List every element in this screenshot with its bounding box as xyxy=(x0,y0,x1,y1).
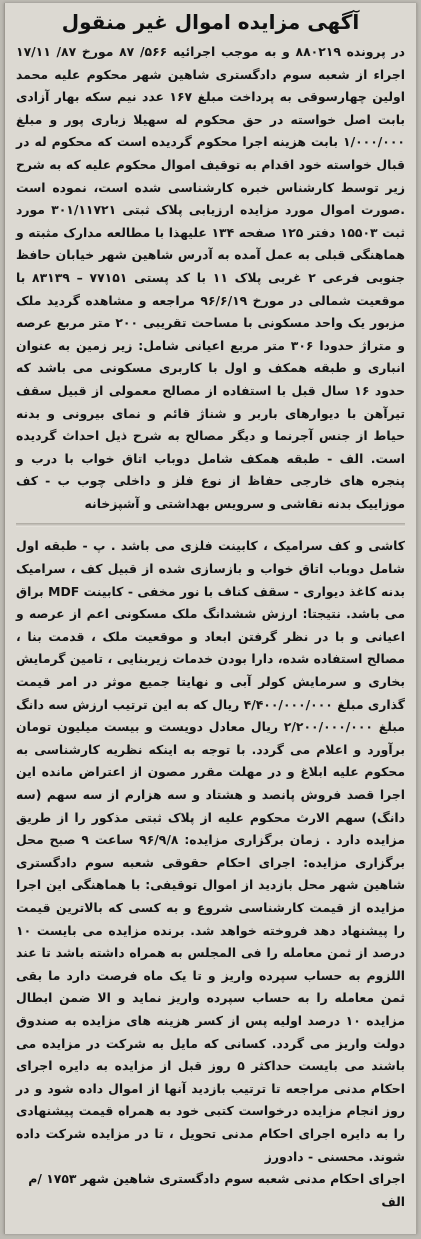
notice-signature: اجرای احکام مدنی شعبه سوم دادگستری شاهین شهر ۱۷۵۳ /م الف xyxy=(28,1171,405,1209)
notice-paragraph-2: کاشی و کف سرامیک ، کابینت فلزی می باشد . پ - طبقه اول شامل دوباب اتاق خواب و بازسازی شده از قبیل کف ، سرامیک بدنه کاغذ دیواری - سقف کناف با نور مخفی - کابینت MDF براق می باشد. نتیجتا: ارزش ششدانگ ملک مسکونی اعم از عرصه و اعیانی و با در نظر گرفتن ابعاد و موقعیت ملک ، قدمت بنا ، مصالح استفاده شده، دارا بودن خدمات زیربنایی ، تامین گرمایش بخاری و سرمایش کولر آبی و نهایتا جمیع موثر در امر قیمت گذاری مبلغ ۴/۴۰۰/۰۰۰/۰۰۰ ریال که به این ترتیب ارزش سه دانگ مبلغ ۲/۲۰۰/۰۰۰/۰۰۰ ریال معادل دویست و بیست میلیون تومان برآورد و اعلام می گردد. با توجه به اینکه نظریه کارشناسی به محکوم علیه ابلاغ و در مهلت مقرر مصون از اعتراض مانده این اجرا قصد فروش پانصد و هشتاد و سه هزارم از سه سهم (سه دانگ) سهم الارث محکوم علیه از پلاک ثبتی مذکور را از طریق مزایده دارد . زمان برگزاری مزایده: ۹۶/۹/۸ ساعت ۹ صبح محل برگزاری مزایده: اجرای احکام حقوقی شعبه سوم دادگستری شاهین شهر محل بازدید از اموال توقیفی: با هماهنگی این اجرا مزایده از قیمت کارشناسی شروع و به کسی که بالاترین قیمت را پیشنهاد دهد فروخته خواهد شد. برنده مزایده می بایست ۱۰ درصد از ثمن معامله را فی المجلس به همراه داشته باشد تا عند اللزوم به حساب سپرده واریز و تا یک ماه فرصت دارد ما بقی ثمن معامله را به حساب سپرده واریز نماید و الا ضمن ابطال مزایده ۱۰ درصد اولیه پس از کسر هزینه های مزایده به صندوق دولت واریز می گردد. کسانی که مایل به شرکت در مزایده می باشند می بایست حداکثر ۵ روز قبل از مزایده به دایره اجرای احکام مدنی مراجعه تا ترتیب بازدید آنها از اموال داده شود و در روز انجام مزایده درخواست کتبی خود به همراه قیمت پیشنهادی را به دایره اجرای احکام مدنی تحویل ، تا در مزایده شرکت داده شوند. محسنی - دادورز xyxy=(16,538,406,1164)
notice-paragraph-1: در پرونده ۸۸۰۲۱۹ و به موجب اجرائیه ۵۶۶/ ۸۷ مورخ ۸۷/ ۱۷/۱۱ اجراء از شعبه سوم دادگستری شاهین شهر محکوم علیه محمد اولین چهارسوقی به پرداخت مبلغ ۱۶۷ عدد نیم سکه بهار آزادی بابت اصل خواسته در حق محکوم له سهیلا زباری پور و مبلغ ۱/۰۰۰/۰۰۰ بابت هزینه اجرا محکوم گردیده است که محکوم له در قبال خواسته خود اقدام به توقیف اموال محکوم علیه که به شرح زیر توسط کارشناس خبره کارشناسی شده است، نموده است .صورت اموال مورد مزایده ارزیابی پلاک ثبتی ۳۰۱/۱۱۷۲۱ مورد ثبت ۱۵۵۰۳ دفتر ۱۲۵ صفحه ۱۳۴ علیهذا با مطالعه مدارک مثبته و هماهنگی قبلی به عمل آمده به آدرس شاهین شهر خیابان حافظ جنوبی فرعی ۲ غربی پلاک ۱۱ با کد پستی ۷۷۱۵۱ – ۸۳۱۳۹ با موقعیت شمالی در مورخ ۹۶/۶/۱۹ مراجعه و مشاهده گردید ملک مزبور یک واحد مسکونی با مساحت تقریبی ۲۰۰ متر مربع عرصه و متراژ حدودا ۳۰۶ متر مربع اعیانی شامل: زیر زمین به عنوان انباری و طبقه همکف و اول با کاربری مسکونی می باشد که حدود ۱۶ سال قبل با استفاده از مصالح معمولی از قبیل سقف تیرآهن با دیوارهای باربر و شناژ قائم و نمای بیرونی و بدنه حیاط از جنس آجرنما و دیگر مصالح به شرح ذیل احداث گردیده است. الف - طبقه همکف شامل دوباب اتاق خواب با درب و پنجره های خارجی حفاظ از نوع فلز و داخلی چوب ب - کف موزاییک بدنه نقاشی و سرویس بهداشتی و آشپزخانه xyxy=(16,44,406,511)
newspaper-clipping xyxy=(4,3,417,1234)
paper-fold-line xyxy=(16,523,405,527)
notice-body xyxy=(5,41,416,1168)
notice-title: آگهی مزایده اموال غیر منقول xyxy=(61,10,360,34)
